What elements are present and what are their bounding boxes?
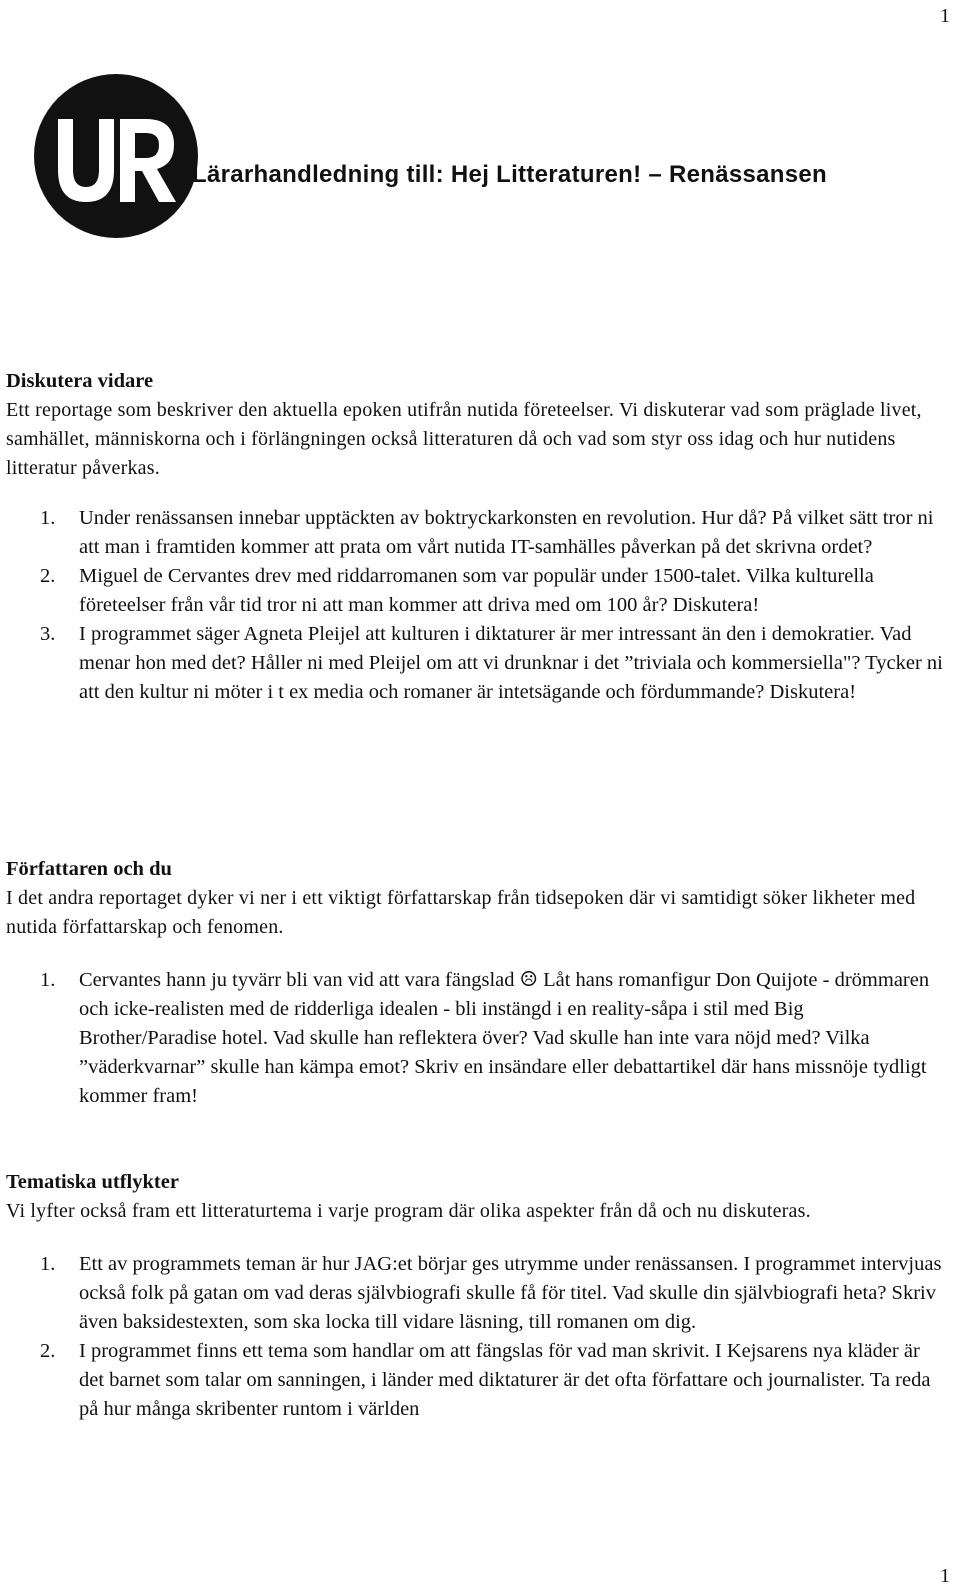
item-text: Under renässansen innebar upptäckten av boktryckarkonsten en revolution. Hur då? På vilket sätt tror ni att man i framtiden kommer att prata om vårt nutida IT-samhälles påverkan på det skrivna ordet?	[79, 507, 934, 558]
section-intro: Vi lyfter också fram ett litteraturtema i varje program där olika aspekter från då och nu diskuteras.	[6, 1200, 811, 1222]
item-number: 3.	[40, 623, 56, 645]
item-text: I programmet säger Agneta Pleijel att kulturen i diktaturer är mer intressant än den i demokratier. Vad menar hon med det? Håller ni med Pleijel om att vi drunknar i det ”triviala och kommersiella"? Tycker ni att den kultur ni möter i t ex media och romaner är intetsägande och fördummande? Diskutera!	[79, 623, 943, 703]
item-text: Ett av programmets teman är hur JAG:et börjar ges utrymme under renässansen. I programmet intervjuas också folk på gatan om vad deras självbiografi skulle få för titel. Vad skulle din självbiografi heta? Skriv även baksidestexten, som ska locka till vidare läsning, till romanen om dig.	[79, 1253, 942, 1333]
item-text: I programmet finns ett tema som handlar om att fängslas för vad man skrivit. I Kejsarens nya kläder är det barnet som talar om sanningen, i länder med diktaturer är det ofta författare och journalister. Ta reda på hur många skribenter runtom i världen	[79, 1340, 931, 1420]
page-number-top: 1	[940, 5, 950, 27]
item-number: 1.	[40, 1253, 56, 1275]
list-item	[6, 1250, 946, 1337]
section-heading: Tematiska utflykter	[6, 1171, 179, 1193]
section-intro: I det andra reportaget dyker vi ner i ett viktigt författarskap från tidsepoken där vi samtidigt söker likheter med nutida författarskap och fenomen.	[6, 887, 916, 938]
list-item	[6, 562, 946, 620]
item-number: 1.	[40, 969, 56, 991]
section-heading: Författaren och du	[6, 858, 172, 880]
question-list	[6, 966, 946, 1111]
page-number-bottom: 1	[940, 1565, 950, 1587]
question-list	[6, 1250, 946, 1424]
section-heading: Diskutera vidare	[6, 370, 154, 392]
section-diskutera-vidare	[6, 367, 946, 707]
list-item	[6, 1337, 946, 1424]
ur-logo	[34, 74, 198, 238]
item-number: 2.	[40, 565, 56, 587]
document-title: Lärarhandledning till: Hej Litteraturen! – Renässansen	[192, 161, 827, 188]
list-item	[6, 966, 946, 1111]
list-item	[6, 504, 946, 562]
section-forfattaren-och-du	[6, 855, 946, 1111]
question-list	[6, 504, 946, 707]
item-number: 1.	[40, 507, 56, 529]
item-number: 2.	[40, 1340, 56, 1362]
item-text: Miguel de Cervantes drev med riddarromanen som var populär under 1500-talet. Vilka kulturella företeelser från vår tid tror ni att man kommer att driva med om 100 år? Diskutera!	[79, 565, 874, 616]
section-tematiska-utflykter	[6, 1168, 946, 1424]
item-text: Cervantes hann ju tyvärr bli van vid att vara fängslad ☹ Låt hans romanfigur Don Quijote - drömmaren och icke-realisten med de ridderliga idealen - bli instängd i en reality-såpa i stil med Big Brother/Paradise hotel. Vad skulle han reflektera över? Vad skulle han inte vara nöjd med? Vilka ”väderkvarnar” skulle han kämpa emot? Skriv en insändare eller debattartikel där hans missnöje tydligt kommer fram!	[79, 969, 930, 1107]
section-intro: Ett reportage som beskriver den aktuella epoken utifrån nutida företeelser. Vi diskuterar vad som präglade livet, samhället, människorna och i förlängningen också litteraturen då och vad som styr oss idag och hur nutidens litteratur påverkas.	[6, 399, 922, 479]
list-item	[6, 620, 946, 707]
